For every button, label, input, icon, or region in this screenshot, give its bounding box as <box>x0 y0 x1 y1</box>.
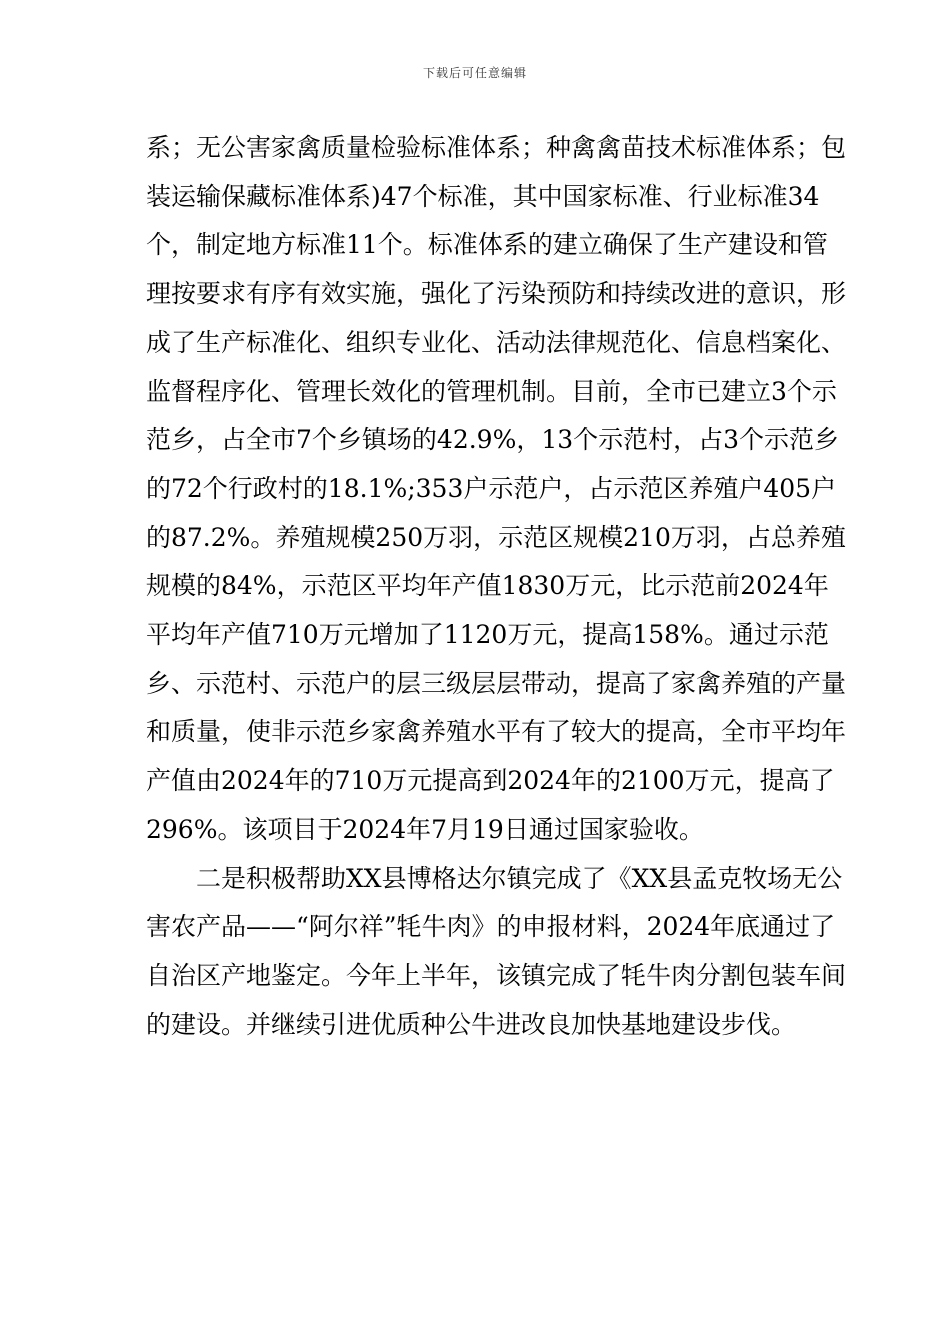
paragraph-2: 二是积极帮助XX县博格达尔镇完成了《XX县孟克牧场无公害农产品——“阿尔祥”牦牛肉》的申报材料，2024年底通过了自治区产地鉴定。今年上半年，该镇完成了牦牛肉分割包装车间的建设。并继续引进优质种公牛进改良加快基地建设步伐。 <box>146 863 847 1039</box>
paragraph-1: 系；无公害家禽质量检验标准体系；种禽禽苗技术标准体系；包装运输保藏标准体系)47个标准，其中国家标准、行业标准34个，制定地方标准11个。标准体系的建立确保了生产建设和管理按要求有序有效实施，强化了污染预防和持续改进的意识，形成了生产标准化、组织专业化、活动法律规范化、信息档案化、监督程序化、管理长效化的管理机制。目前，全市已建立3个示范乡，占全市7个乡镇场的42.9%，13个示范村，占3个示范乡的72个行政村的18.1%;353户示范户，占示范区养殖户405户的87.2%。养殖规模250万羽，示范区规模210万羽，占总养殖规模的84%，示范区平均年产值1830万元，比示范前2024年平均年产值710万元增加了1120万元，提高158%。通过示范乡、示范村、示范户的层三级层层带动，提高了家禽养殖的产量和质量，使非示范乡家禽养殖水平有了较大的提高，全市平均年产值由2024年的710万元提高到2024年的2100万元，提高了296%。该项目于2024年7月19日通过国家验收。 <box>146 133 847 844</box>
document-body <box>146 124 846 1049</box>
page-header: 下载后可任意编辑 <box>422 66 527 80</box>
